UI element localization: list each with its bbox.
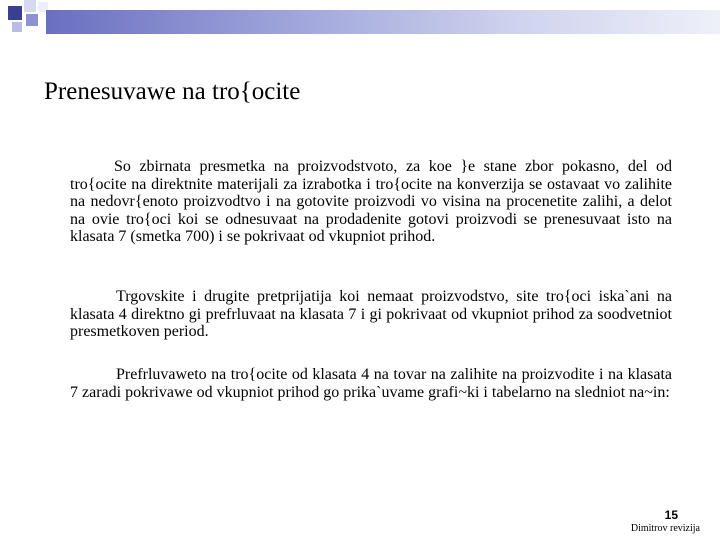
corner-square: [8, 6, 22, 20]
page-number: 15: [664, 508, 678, 522]
header-gradient-bar: [46, 10, 720, 34]
paragraph-2: Trgovskite i drugite pretprijatija koi nemaat proizvodstvo, site tro{oci iska`ani na klasata 4 direktno gi prefrluvaat na klasata 7 i gi pokrivaat od vkupniot prihod za soodvetniot presmetkoven period.: [70, 288, 672, 340]
slide-title: Prenesuvawe na tro{ocite: [44, 78, 301, 105]
corner-square: [12, 22, 22, 32]
footer-label: Dimitrov revizija: [630, 523, 700, 534]
paragraph-1: So zbirnata presmetka na proizvodstvoto, za koe }e stane zbor pokasno, del od tro{ocite na direktnite materijali za izrabotka i tro{ocite na konverzija se ostavaat vo zalihite na nedovr{enoto proizvodtvo i na gotovite proizvodi vo visina na procenetite zalihi, a delot na ovie tro{oci koi se odnesuvaat na prodadenite gotovi proizvodi se prenesuvaat isto na klasata 7 (smetka 700) i se pokrivaat od vkupniot prihod.: [70, 158, 672, 245]
corner-square: [26, 14, 38, 26]
corner-square: [24, 0, 36, 12]
paragraph-3: Prefrluvaweto na tro{ocite od klasata 4 na tovar na zalihite na proizvodite i na klasata 7 zaradi pokrivawe od vkupniot prihod go prika`uvame grafi~ki i tabelarno na sledniot na~in:: [70, 366, 672, 401]
